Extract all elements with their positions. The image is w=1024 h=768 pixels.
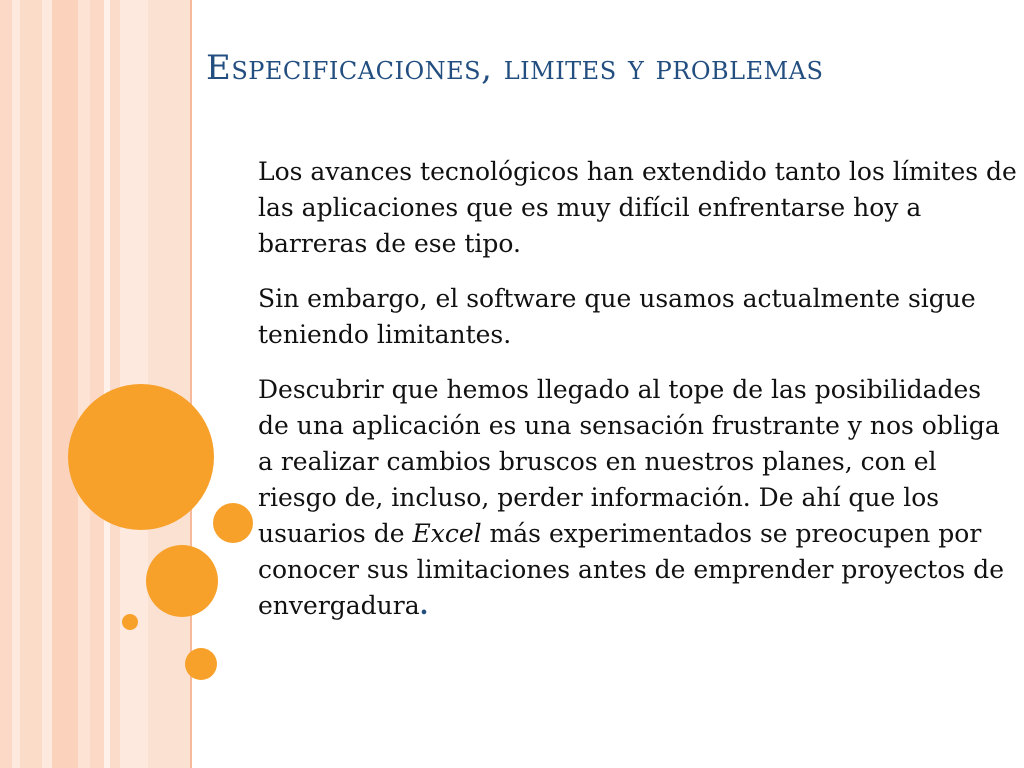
- decor-circle-small: [213, 503, 253, 543]
- decor-stripe: [20, 0, 42, 768]
- decor-stripe: [42, 0, 52, 768]
- end-mark: .: [419, 591, 429, 620]
- paragraph-text: Los avances tecnológicos han extendido tanto los límites de las aplicaciones que es muy difícil enfrentarse hoy a barreras de ese tipo.: [258, 157, 1017, 258]
- decor-stripe: [78, 0, 90, 768]
- decor-circle-medium: [146, 545, 218, 617]
- decor-stripe: [110, 0, 120, 768]
- decor-circle-large: [68, 384, 214, 530]
- excel-italic: Excel: [412, 519, 482, 548]
- decor-stripe: [12, 0, 20, 768]
- paragraph-text-part2: más experimentados se preocupen por conocer sus limitaciones antes de emprender proyectos de envergadura: [258, 519, 1004, 620]
- slide-body: [258, 154, 1018, 643]
- slide-title: Especificaciones, limites y problemas: [206, 48, 824, 88]
- decor-stripe: [0, 0, 12, 768]
- decor-stripe: [52, 0, 78, 768]
- paragraph-text-part1: Descubrir que hemos llegado al tope de las posibilidades de una aplicación es una sensación frustrante y nos obliga a realizar cambios bruscos en nuestros planes, con el riesgo de, incluso, perder información. De ahí que los usuarios de: [258, 375, 1000, 548]
- paragraph-1: [258, 154, 1018, 262]
- decor-circle-tiny: [122, 614, 138, 630]
- decor-stripe: [148, 0, 190, 768]
- paragraph-2: [258, 281, 1018, 353]
- paragraph-text: Sin embargo, el software que usamos actualmente sigue teniendo limitantes.: [258, 284, 976, 349]
- paragraph-3: [258, 372, 1018, 624]
- decor-circle-small: [185, 648, 217, 680]
- decor-stripe: [90, 0, 104, 768]
